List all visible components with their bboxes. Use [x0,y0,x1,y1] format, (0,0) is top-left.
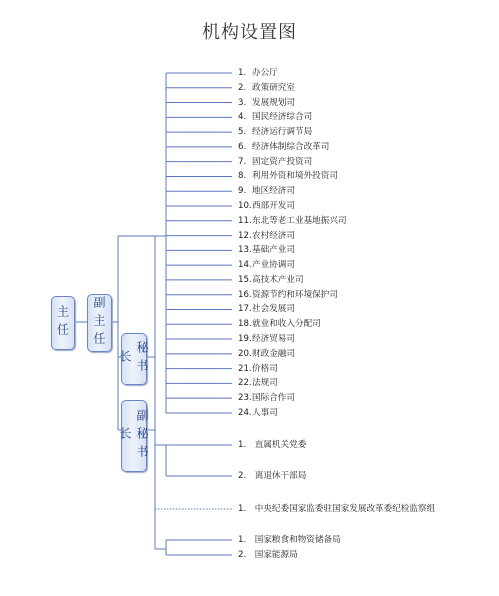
department-item: 2. 政策研究室 [238,82,295,93]
discipline-unit-item: 1. 中央纪委国家监委驻国家发展改革委纪检监察组 [238,504,436,514]
department-item: 1. 办公厅 [238,68,278,78]
discipline-unit-name: 中央纪委国家监委驻国家发展改革委纪检监察组 [254,504,436,514]
bureau-item: 2. 国家能源局 [238,550,298,560]
director-label: 主任 [55,305,70,341]
department-item: 19.经济贸易司 [238,334,295,345]
department-name: 财政金融司 [252,348,295,359]
party-unit-item: 1. 直属机关党委 [238,440,307,450]
department-name: 经济贸易司 [252,334,295,345]
department-name: 就业和收入分配司 [252,319,321,330]
bureau-name: 国家能源局 [254,550,298,560]
secretary-general-label: 秘书长 [118,341,149,377]
department-item: 14.产业协调司 [238,260,295,271]
party-unit-item: 2. 离退休干部局 [238,471,307,481]
department-item: 5. 经济运行调节局 [238,127,313,138]
department-name: 经济运行调节局 [252,127,313,138]
department-name: 法规司 [252,378,278,389]
deputy-secretary-general-label: 副秘书长 [118,409,149,463]
department-item: 23.国际合作司 [238,393,295,404]
department-name: 产业协调司 [252,260,295,271]
director-box [51,296,75,350]
deputy-secretary-general-box [118,400,149,472]
department-item: 24.人事司 [238,407,278,418]
department-name: 基础产业司 [252,245,295,256]
department-item: 15.高技术产业司 [238,274,304,285]
department-name: 政策研究室 [252,82,295,93]
department-item: 18.就业和收入分配司 [238,319,321,330]
bureau-name: 国家粮食和物资储备局 [254,535,341,545]
department-name: 发展规划司 [252,97,295,108]
department-item: 7. 固定资产投资司 [238,156,313,167]
party-unit-name: 离退休干部局 [254,471,307,481]
page-title: 机构设置图 [202,22,297,43]
department-item: 17.社会发展司 [238,304,295,315]
department-name: 高技术产业司 [252,274,304,285]
department-name: 资源节约和环境保护司 [252,289,338,300]
department-name: 国民经济综合司 [252,112,313,123]
department-item: 21.价格司 [238,363,278,374]
department-item: 22.法规司 [238,378,278,389]
department-name: 经济体制综合改革司 [252,141,330,152]
department-item: 3. 发展规划司 [238,97,295,108]
secretary-general-box [118,333,149,385]
department-item: 11.东北等老工业基地振兴司 [238,215,347,226]
department-item: 16.资源节约和环境保护司 [238,289,338,300]
department-name: 办公厅 [252,68,278,78]
department-name: 社会发展司 [252,304,295,315]
department-name: 农村经济司 [252,230,295,241]
department-item: 20.财政金融司 [238,348,295,359]
party-unit-name: 直属机关党委 [254,440,307,450]
department-name: 固定资产投资司 [252,156,313,167]
department-name: 人事司 [252,407,278,418]
department-item: 8. 利用外资和境外投资司 [238,171,338,182]
department-name: 西部开发司 [252,201,295,212]
department-item: 10.西部开发司 [238,201,295,212]
deputy-director-box [87,294,112,352]
department-item: 12.农村经济司 [238,230,295,241]
department-name: 东北等老工业基地振兴司 [252,215,347,226]
department-name: 国际合作司 [252,393,295,404]
department-name: 利用外资和境外投资司 [252,171,338,182]
department-item: 13.基础产业司 [238,245,295,256]
department-item: 4. 国民经济综合司 [238,112,313,123]
department-name: 价格司 [252,363,278,374]
department-name: 地区经济司 [252,186,295,197]
bureau-item: 1. 国家粮食和物资储备局 [238,535,341,545]
department-item: 9. 地区经济司 [238,186,295,197]
department-item: 6. 经济体制综合改革司 [238,141,330,152]
deputy-director-label: 副主任 [92,296,106,350]
